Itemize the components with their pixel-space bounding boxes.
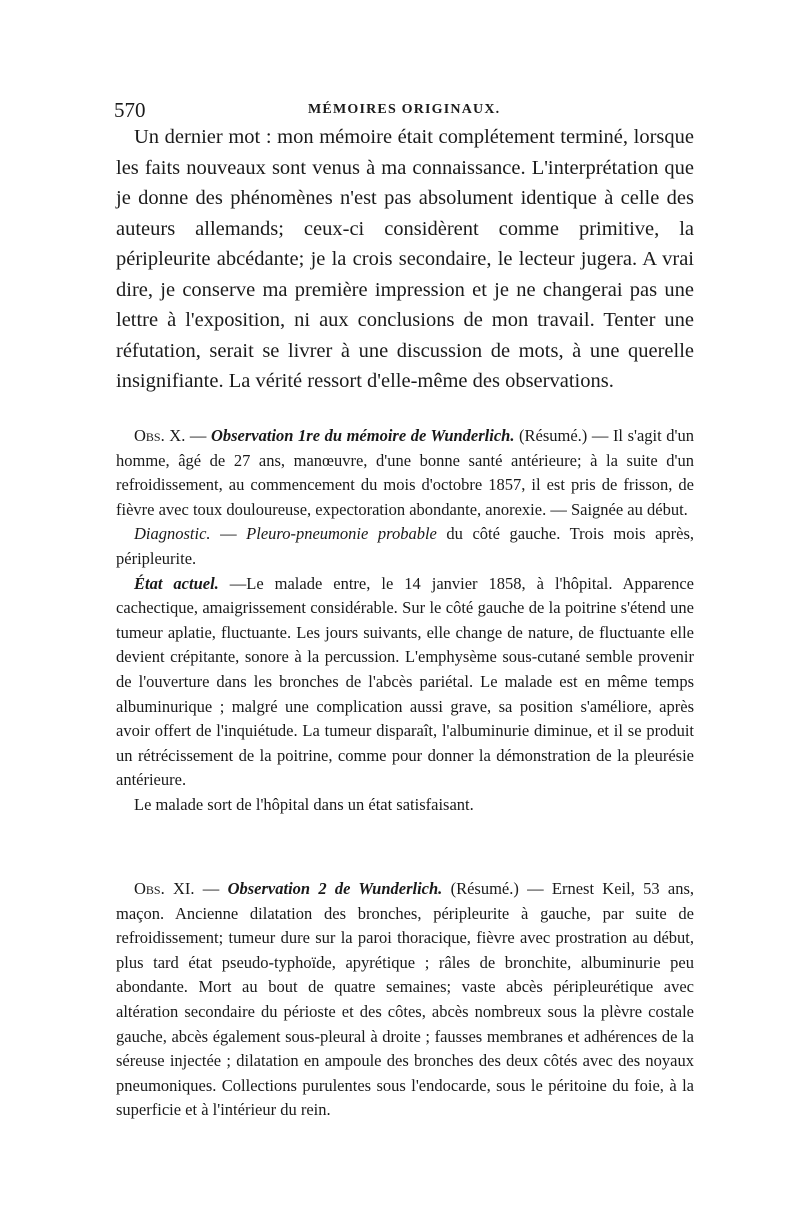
- obs10-final: Le malade sort de l'hôpital dans un état satisfaisant.: [134, 794, 474, 814]
- obs10-text: Il s'agit d'un homme, âgé de 27 ans, manœuvre, d'une bonne santé antérieure; à la suite d'un refroidissement, au commencement du mois d'octobre 1857, il est pris de frisson, de fièvre avec toux douloureuse, expectoration abondante, anorexie. — Saignée au début.: [116, 426, 695, 519]
- page-header: [114, 98, 688, 122]
- observation-11: [116, 877, 694, 1123]
- etat-label: État actuel.: [134, 573, 219, 593]
- diagnostic-label: Diagnostic.: [134, 524, 211, 544]
- obs11-text: Ernest Keil, 53 ans, maçon. Ancienne dilatation des bronches, péripleurite à gauche, par suite de refroidissement; tumeur dure sur la paroi thoracique, fièvre avec prostration au début, plus tard état pseudo-typhoïde, apyrétique ; râles de bronchite, albuminurie peu abondante. Mort au bout de quatre semaines; vaste abcès péripleurétique avec altération secondaire du périoste et des côtes, abcès nombreux sous la plèvre costale gauche, abcès également sous-pleural à droite ; fausses membranes et adhérences de la séreuse injectée ; dilatation en ampoule des bronches des deux côtés avec des noyaux pneumoniques. Collections purulentes sous l'endocarde, sous le péritoine du foie, à la superficie et à l'intérieur du rein.: [116, 879, 694, 1120]
- obs10-title: Observation 1re du mémoire de Wunderlich.: [210, 426, 515, 445]
- running-head: MÉMOIRES ORIGINAUX.: [308, 102, 501, 117]
- intro-section: [116, 122, 694, 397]
- obs10-dash: —: [185, 426, 211, 445]
- diagnostic-text: du côté gauche. Trois mois après, péripleurite.: [116, 524, 695, 568]
- obs11-title: Observation 2 de Wunderlich.: [227, 879, 443, 898]
- obs10-paragraph: [116, 424, 694, 522]
- obs11-paragraph: [116, 877, 694, 1123]
- diagnostic-dash: —: [210, 524, 247, 544]
- obs10-etat: [116, 572, 694, 793]
- observation-10: [116, 424, 694, 818]
- page-number: 570: [114, 98, 146, 122]
- diagnostic-italic: Pleuro-pneumonie probable: [246, 524, 437, 544]
- intro-paragraph: Un dernier mot : mon mémoire était complétement terminé, lorsque les faits nouveaux sont venus à ma connaissance. L'interprétation que je donne des phénomènes n'est pas absolument identique à celle des auteurs allemands; ceux-ci considèrent comme primitive, la péripleurite abcédante; je la crois secondaire, le lecteur jugera. A vrai dire, je conserve ma première impression et je ne changerai pas une lettre à l'exposition, ni aux conclusions de mon travail. Tenter une réfutation, serait se livrer à une discussion de mots, à une querelle insignifiante. La vérité ressort d'elle-même des observations.: [116, 126, 694, 392]
- obs10-summary: (Résumé.) —: [514, 426, 613, 445]
- etat-text: —Le malade entre, le 14 janvier 1858, à l'hôpital. Apparence cachectique, amaigrissement considérable. Sur le côté gauche de la poitrine s'étend une tumeur aplatie, fluctuante. Les jours suivants, elle change de nature, de fluctuante elle devient crépitante, sonore à la percussion. L'emphysème sous-cutané semble provenir de l'ouverture dans les bronches de l'abcès pariétal. Le malade est en même temps albuminurique ; malgré une complication aussi grave, sa position s'améliore, après avoir offert de l'inquiétude. La tumeur disparaît, l'albuminurie diminue, et il se produit un rétrécissement de la poitrine, comme pour donner la démonstration de la pleurésie antérieure.: [116, 573, 694, 790]
- obs10-diagnostic: [116, 522, 694, 571]
- obs11-summary: (Résumé.) —: [442, 879, 552, 898]
- obs11-dash: —: [194, 879, 228, 898]
- obs10-label: Obs. X.: [134, 426, 186, 445]
- obs11-label: Obs. XI.: [134, 879, 195, 898]
